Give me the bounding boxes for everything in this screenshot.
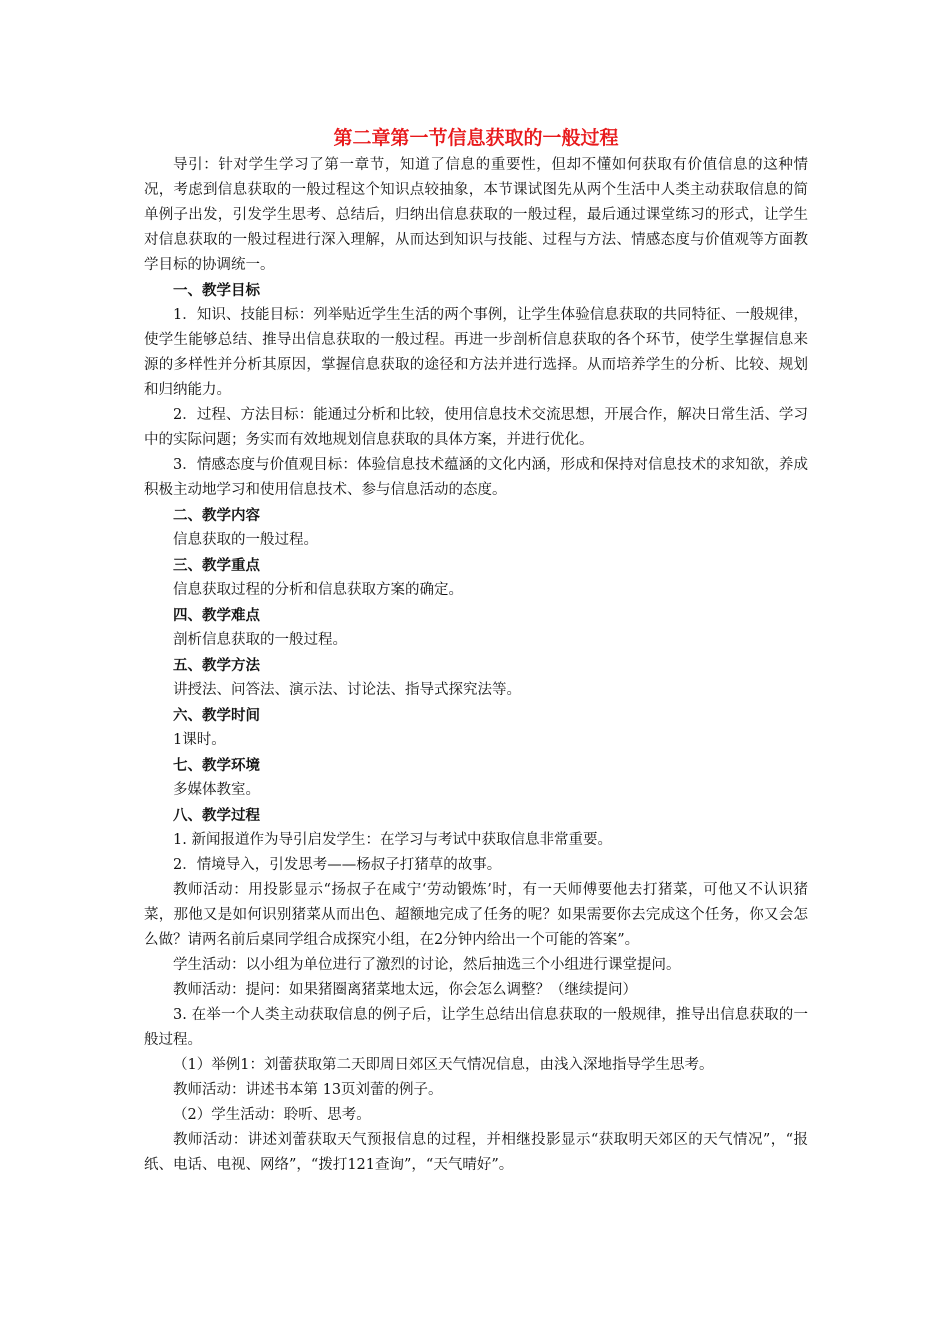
paragraph: 3．情感态度与价值观目标：体验信息技术蕴涵的文化内涵，形成和保持对信息技术的求知欲，养成积极主动地学习和使用信息技术、参与信息活动的态度。 xyxy=(144,457,808,498)
paragraph: 2．过程、方法目标：能通过分析和比较，使用信息技术交流思想，开展合作，解决日常生活、学习中的实际问题；务实而有效地规划信息获取的具体方案，并进行优化。 xyxy=(144,407,808,448)
section-heading: 四、教学难点 xyxy=(173,607,260,624)
document-body xyxy=(144,124,808,1178)
paragraph-list xyxy=(144,153,808,1178)
section-heading: 七、教学环境 xyxy=(173,757,260,774)
paragraph: 信息获取的一般过程。 xyxy=(173,532,318,548)
paragraph: （1）举例1：刘蕾获取第二天即周日郊区天气情况信息，由浅入深地指导学生思考。 xyxy=(173,1057,714,1073)
paragraph: 多媒体教室。 xyxy=(173,782,260,798)
paragraph: 1．知识、技能目标：列举贴近学生生活的两个事例，让学生体验信息获取的共同特征、一般规律，使学生能够总结、推导出信息获取的一般过程。再进一步剖析信息获取的各个环节，使学生掌握信息来源的多样性并分析其原因，掌握信息获取的途径和方法并进行选择。从而培养学生的分析、比较、规划和归纳能力。 xyxy=(144,307,808,398)
paragraph: 教师活动：用投影显示“扬叔子在咸宁‘劳动锻炼’时，有一天师傅要他去打猪菜，可他又不认识猪菜，那他又是如何识别猪菜从而出色、超额地完成了任务的呢？如果需要你去完成这个任务，你又会怎么做？请两名前后桌同学组合成探究小组，在2分钟内给出一个可能的答案”。 xyxy=(144,882,808,948)
section-heading: 五、教学方法 xyxy=(173,657,260,674)
section-heading: 八、教学过程 xyxy=(173,807,260,824)
section-heading: 二、教学内容 xyxy=(173,507,260,524)
paragraph: 教师活动：讲述书本第 13页刘蕾的例子。 xyxy=(173,1082,443,1098)
paragraph: 1. 新闻报道作为导引启发学生：在学习与考试中获取信息非常重要。 xyxy=(173,832,612,848)
paragraph: （2）学生活动：聆听、思考。 xyxy=(173,1107,371,1123)
paragraph: 讲授法、问答法、演示法、讨论法、指导式探究法等。 xyxy=(173,682,521,698)
paragraph: 导引：针对学生学习了第一章节，知道了信息的重要性，但却不懂如何获取有价值信息的这种情况，考虑到信息获取的一般过程这个知识点较抽象，本节课试图先从两个生活中人类主动获取信息的简单例子出发，引发学生思考、总结后，归纳出信息获取的一般过程，最后通过课堂练习的形式，让学生对信息获取的一般过程进行深入理解，从而达到知识与技能、过程与方法、情感态度与价值观等方面教学目标的协调统一。 xyxy=(144,157,808,273)
document-title: 第二章第一节信息获取的一般过程 xyxy=(333,127,619,149)
paragraph: 2．情境导入，引发思考——杨叔子打猪草的故事。 xyxy=(173,857,502,873)
paragraph: 教师活动：讲述刘蕾获取天气预报信息的过程，并相继投影显示“获取明天郊区的天气情况”，“报纸、电话、电视、网络”，“拨打121查询”，“天气晴好”。 xyxy=(144,1132,808,1173)
section-heading: 一、教学目标 xyxy=(173,282,260,299)
paragraph: 1课时。 xyxy=(173,732,226,748)
paragraph: 剖析信息获取的一般过程。 xyxy=(173,632,347,648)
paragraph: 学生活动：以小组为单位进行了激烈的讨论，然后抽选三个小组进行课堂提问。 xyxy=(173,957,681,973)
paragraph: 信息获取过程的分析和信息获取方案的确定。 xyxy=(173,582,463,598)
paragraph: 3. 在举一个人类主动获取信息的例子后，让学生总结出信息获取的一般规律，推导出信息获取的一般过程。 xyxy=(144,1007,808,1048)
section-heading: 六、教学时间 xyxy=(173,707,260,724)
paragraph: 教师活动：提问：如果猪圈离猪菜地太远，你会怎么调整？（继续提问） xyxy=(173,982,637,998)
section-heading: 三、教学重点 xyxy=(173,557,260,574)
